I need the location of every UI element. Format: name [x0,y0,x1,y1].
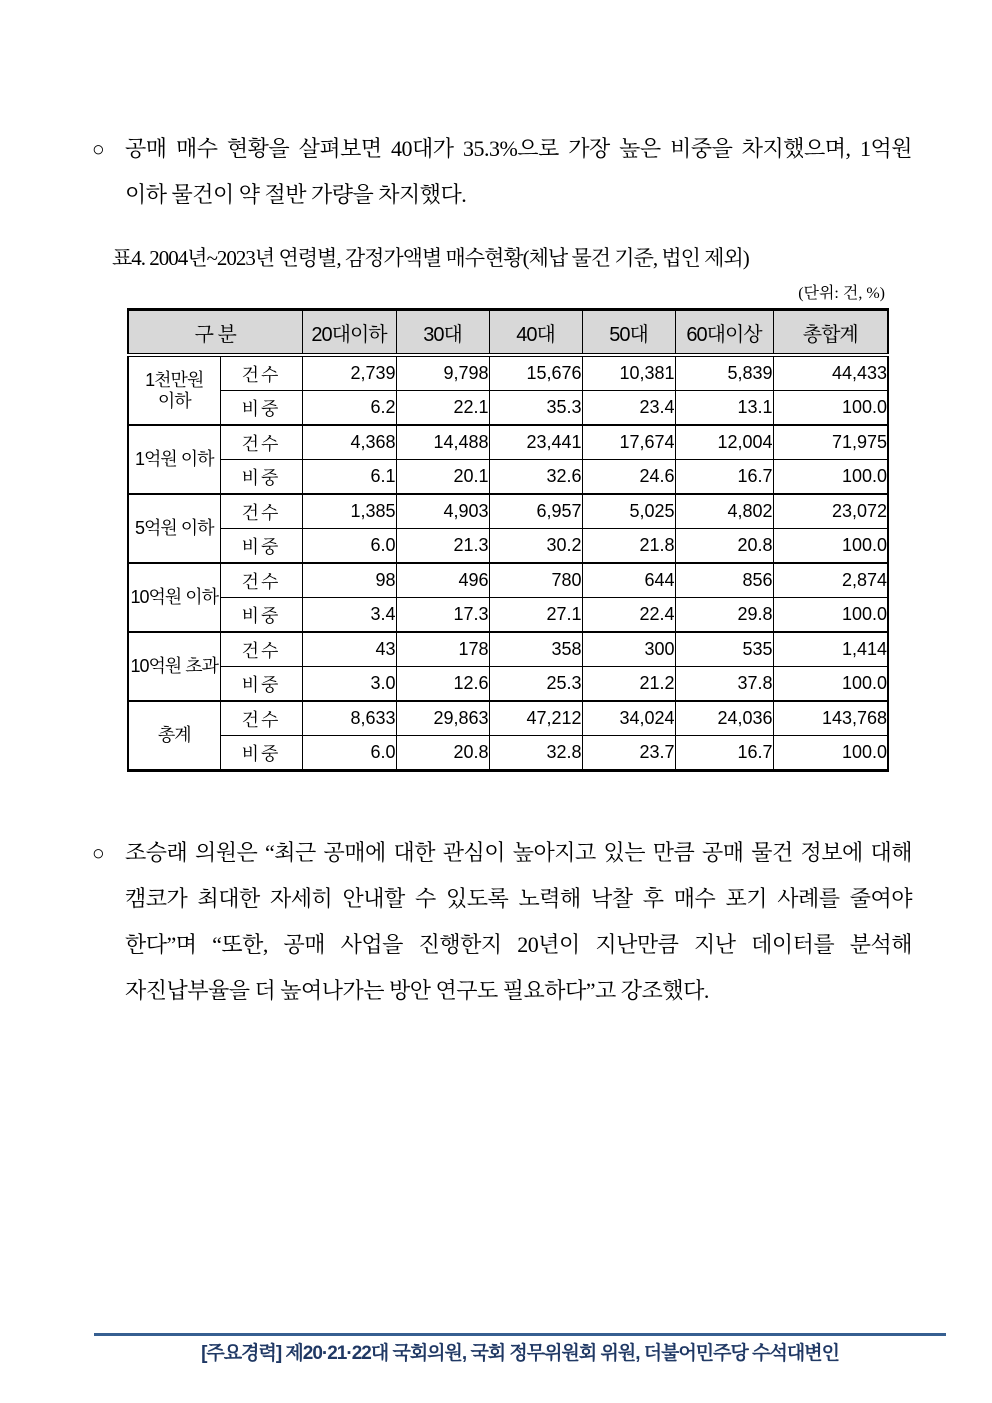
table-cell: 98 [302,563,396,598]
table-cell: 300 [582,632,675,667]
bullet-paragraph-2 [0,830,992,1014]
table-cell: 20.8 [396,736,489,771]
table-row [128,425,888,460]
table-cell: 71,975 [773,425,888,460]
table-cell: 21.8 [582,529,675,564]
table-cell: 8,633 [302,701,396,736]
table-row [128,736,888,771]
table-cell: 358 [489,632,582,667]
table-cell: 25.3 [489,667,582,702]
table-cell: 100.0 [773,391,888,426]
footer-career-banner [94,1333,946,1365]
table-cell: 100.0 [773,529,888,564]
table-row [128,598,888,633]
table-cell: 3.4 [302,598,396,633]
table-cell: 22.1 [396,391,489,426]
table-cell: 6.0 [302,529,396,564]
table-row [128,460,888,495]
metric-label: 비중 [220,598,302,633]
table-cell: 6.2 [302,391,396,426]
metric-label: 비중 [220,460,302,495]
table-cell: 23.4 [582,391,675,426]
table-cell: 27.1 [489,598,582,633]
table-row [128,667,888,702]
table-cell: 24,036 [675,701,773,736]
table-row [128,355,888,391]
table-cell: 3.0 [302,667,396,702]
header-cell-20s: 20대이하 [302,310,396,356]
table-cell: 6,957 [489,494,582,529]
table-cell: 16.7 [675,736,773,771]
table-row [128,632,888,667]
metric-label: 건수 [220,425,302,460]
table-cell: 535 [675,632,773,667]
paragraph-1-text: 공매 매수 현황을 살펴보면 40대가 35.3%으로 가장 높은 비중을 차지했으며, 1억원 이하 물건이 약 절반 가량을 차지했다. [125,136,912,207]
metric-label: 건수 [220,355,302,391]
table-header-row [128,310,888,356]
table-cell: 100.0 [773,736,888,771]
table-cell: 496 [396,563,489,598]
metric-label: 비중 [220,529,302,564]
row-group-label: 10억원 초과 [128,632,220,701]
table-cell: 100.0 [773,598,888,633]
table-cell: 5,025 [582,494,675,529]
header-cell-category: 구 분 [128,310,302,356]
header-cell-total: 총합계 [773,310,888,356]
table-cell: 29.8 [675,598,773,633]
table-cell: 21.3 [396,529,489,564]
metric-label: 건수 [220,632,302,667]
table-row [128,701,888,736]
metric-label: 건수 [220,494,302,529]
row-group-label: 5억원 이하 [128,494,220,563]
header-cell-30s: 30대 [396,310,489,356]
footer-career-text: [주요경력] 제20·21·22대 국회의원, 국회 정무위원회 위원, 더불어민주당 수석대변인 [201,1343,839,1364]
row-group-label: 10억원 이하 [128,563,220,632]
metric-label: 건수 [220,701,302,736]
table-cell: 23,072 [773,494,888,529]
table-cell: 10,381 [582,355,675,391]
table-cell: 6.1 [302,460,396,495]
header-cell-60s: 60대이상 [675,310,773,356]
row-group-label: 총계 [128,701,220,771]
table-unit-note: (단위: 건, %) [798,285,885,302]
table-cell: 100.0 [773,460,888,495]
table-cell: 17,674 [582,425,675,460]
purchase-status-table [127,308,889,772]
table-section [112,242,888,772]
table-cell: 30.2 [489,529,582,564]
table-cell: 23,441 [489,425,582,460]
table-cell: 100.0 [773,667,888,702]
row-group-label: 1천만원 이하 [128,355,220,425]
table-cell: 20.8 [675,529,773,564]
table-cell: 4,903 [396,494,489,529]
table-cell: 143,768 [773,701,888,736]
table-title: 표4. 2004년~2023년 연령별, 감정가액별 매수현황(체납 물건 기준, 법인 제외) [112,246,749,270]
table-cell: 32.6 [489,460,582,495]
table-row [128,529,888,564]
table-cell: 5,839 [675,355,773,391]
table-cell: 14,488 [396,425,489,460]
table-cell: 20.1 [396,460,489,495]
table-cell: 44,433 [773,355,888,391]
table-cell: 43 [302,632,396,667]
table-cell: 37.8 [675,667,773,702]
table-cell: 12,004 [675,425,773,460]
table-cell: 9,798 [396,355,489,391]
table-cell: 780 [489,563,582,598]
table-cell: 1,385 [302,494,396,529]
table-cell: 34,024 [582,701,675,736]
header-cell-40s: 40대 [489,310,582,356]
table-cell: 16.7 [675,460,773,495]
table-cell: 4,368 [302,425,396,460]
table-cell: 856 [675,563,773,598]
table-cell: 12.6 [396,667,489,702]
table-cell: 29,863 [396,701,489,736]
table-cell: 644 [582,563,675,598]
table-row [128,391,888,426]
metric-label: 비중 [220,391,302,426]
table-cell: 2,874 [773,563,888,598]
table-cell: 47,212 [489,701,582,736]
table-cell: 178 [396,632,489,667]
table-cell: 17.3 [396,598,489,633]
metric-label: 비중 [220,736,302,771]
table-cell: 4,802 [675,494,773,529]
header-cell-50s: 50대 [582,310,675,356]
table-cell: 1,414 [773,632,888,667]
table-cell: 2,739 [302,355,396,391]
table-row [128,563,888,598]
table-cell: 32.8 [489,736,582,771]
table-cell: 23.7 [582,736,675,771]
table-cell: 15,676 [489,355,582,391]
table-cell: 24.6 [582,460,675,495]
table-cell: 6.0 [302,736,396,771]
bullet-circle-icon: ○ [92,137,105,161]
metric-label: 비중 [220,667,302,702]
bullet-paragraph-1 [0,126,992,218]
bullet-circle-icon: ○ [92,841,105,865]
table-cell: 13.1 [675,391,773,426]
metric-label: 건수 [220,563,302,598]
table-cell: 22.4 [582,598,675,633]
row-group-label: 1억원 이하 [128,425,220,494]
table-cell: 21.2 [582,667,675,702]
table-cell: 35.3 [489,391,582,426]
paragraph-2-text: 조승래 의원은 “최근 공매에 대한 관심이 높아지고 있는 만큼 공매 물건 정보에 대해 캠코가 최대한 자세히 안내할 수 있도록 노력해 낙찰 후 매수 포기 사례를 줄여야 한다”며 “또한, 공매 사업을 진행한지 20년이 지난만큼 지난 데이터를 분석해 자진납부율을 더 높여나가는 방안 연구도 필요하다”고 강조했다. [125,840,912,1003]
table-row [128,494,888,529]
